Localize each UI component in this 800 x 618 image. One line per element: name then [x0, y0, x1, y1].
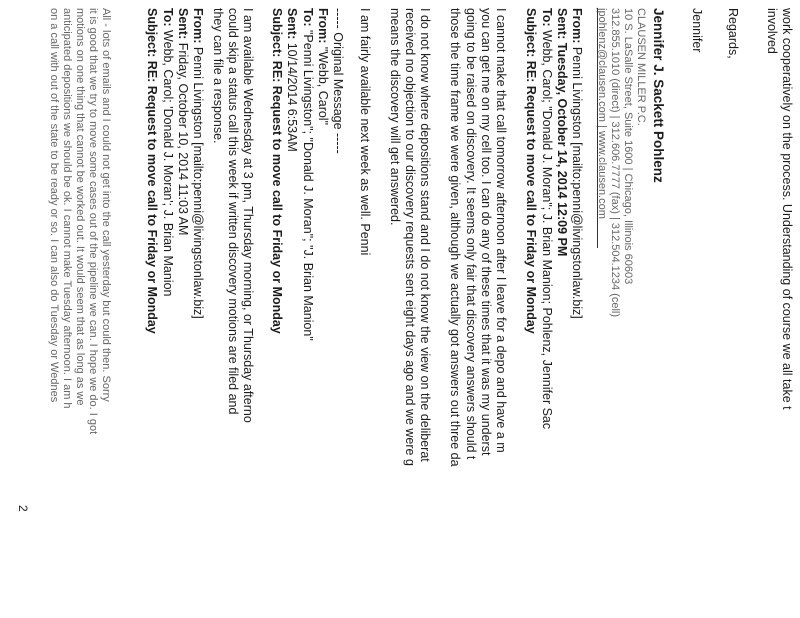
from-label: From: [570, 8, 584, 44]
from-label: From: [191, 8, 205, 44]
subject-value: RE: Request to move call to Friday or Monday [145, 60, 160, 334]
body-line: going to be raised on discovery. It seems only fair that discovery answers should t [463, 8, 478, 460]
body-line: they can file a response. [210, 8, 225, 144]
email2-header [144, 8, 205, 334]
to-label: To: [539, 8, 554, 27]
body-line: motions on one thing that cannot be worked out. It would seem that as long as we [74, 8, 86, 406]
email1-body [356, 8, 508, 467]
from-value: "Webb, Carol" [315, 46, 330, 126]
body-top [764, 8, 794, 410]
page-number: 2 [16, 505, 30, 512]
separator-rule [597, 8, 598, 248]
body-line: work cooperatively on the process. Understanding of course we all take t [780, 8, 794, 410]
body-line: on a call with out of the state to be ready or so. I can also do Tuesday or Wednes [48, 8, 60, 403]
signature-block [595, 8, 647, 317]
signature-firm: CLAUSEN MILLER P.C. [635, 8, 647, 126]
subject-value: RE: Request to move call to Friday or Monday [524, 60, 539, 334]
sent-label: Sent: [175, 8, 190, 40]
regards: Regards, [726, 8, 740, 59]
body-line: I do not know where depositions stand and I do not know the view on the deliberat [418, 8, 433, 462]
subject-label: Subject: [145, 8, 160, 58]
body-line: anticipated depositions we should be ok. I cannot make Tuesday afternoon. I am h [61, 8, 73, 409]
quoted-body [209, 8, 255, 423]
subject-label: Subject: [270, 8, 285, 58]
body-line: All - lots of emails and I could not get into the call yesterday but could then. Sorry [100, 8, 112, 402]
body-line: I am fairly available next week as well. Penni [357, 8, 372, 256]
sent-value: 10/14/2014 6:53AM [285, 42, 300, 152]
email2-body [47, 8, 112, 434]
body-line: received no objection to our discovery requests sent eight days ago and we were g [402, 8, 417, 466]
signature-phones: 312.855.1010 (direct) | 312.606.7777 (fax) | 312.504.1234 (cell) [609, 8, 621, 318]
body-line: you can get me on my cell too. I can do any of these times that it was my underst [478, 8, 493, 456]
body-line: involved [764, 8, 779, 54]
email1-header [523, 8, 584, 429]
quoted-header [269, 8, 345, 341]
to-value: Webb, Carol; "Donald J. Moran"; J. Brian Manion; Pohlenz, Jennifer Sac [539, 30, 554, 430]
subject-value: RE: Request to move call to Friday or Monday [270, 60, 285, 334]
signature-email-link[interactable]: jpohlenz@clausen.com | www.clausen.com [596, 8, 608, 219]
sent-label: Sent: [285, 8, 300, 40]
body-line: could skip a status call this week if written discovery motions are filed and [225, 8, 240, 415]
signature-address: 10 S. LaSalle Street, Suite 1600 | Chicago, Illinois 60603 [622, 8, 634, 285]
original-message-divider: ----- Original Message ----- [331, 8, 345, 154]
sent-label: Sent: [554, 8, 569, 40]
to-label: To: [160, 8, 175, 27]
signature-name: Jennifer J. Sackett Pohlenz [651, 8, 666, 183]
to-label: To: [300, 8, 315, 27]
body-line: it is good that we try to move some cases out of the pipeline we can. I hope we do. I got [87, 8, 99, 435]
to-value: Webb, Carol; 'Donald J. Moran'; J. Brian Manion [160, 30, 175, 297]
body-line: those the time frame we were given, although we actually got answers out three da [448, 8, 463, 467]
from-label: From: [315, 8, 330, 44]
sent-value: Friday, October 10, 2014 11:03 AM [175, 42, 190, 236]
from-value: Penni Livingston [mailto:penni@livingstonlaw.biz] [191, 46, 205, 319]
body-line: means the discovery will get answered. [387, 8, 402, 226]
subject-label: Subject: [524, 8, 539, 58]
signoff: Jennifer [690, 8, 704, 53]
body-line: I am available Wednesday at 3 pm, Thursday morning, or Thursday afterno [241, 8, 255, 423]
sent-value: Tuesday, October 14, 2014 12:09 PM [554, 42, 569, 257]
from-value: Penni Livingston [mailto:penni@livingstonlaw.biz] [570, 46, 584, 319]
body-line: I cannot make that call tomorrow afternoon after I leave for a depo and have a m [494, 8, 508, 453]
to-value: "Penni Livingston"; "Donald J. Moran"; "J. Brian Manion" [300, 30, 315, 341]
